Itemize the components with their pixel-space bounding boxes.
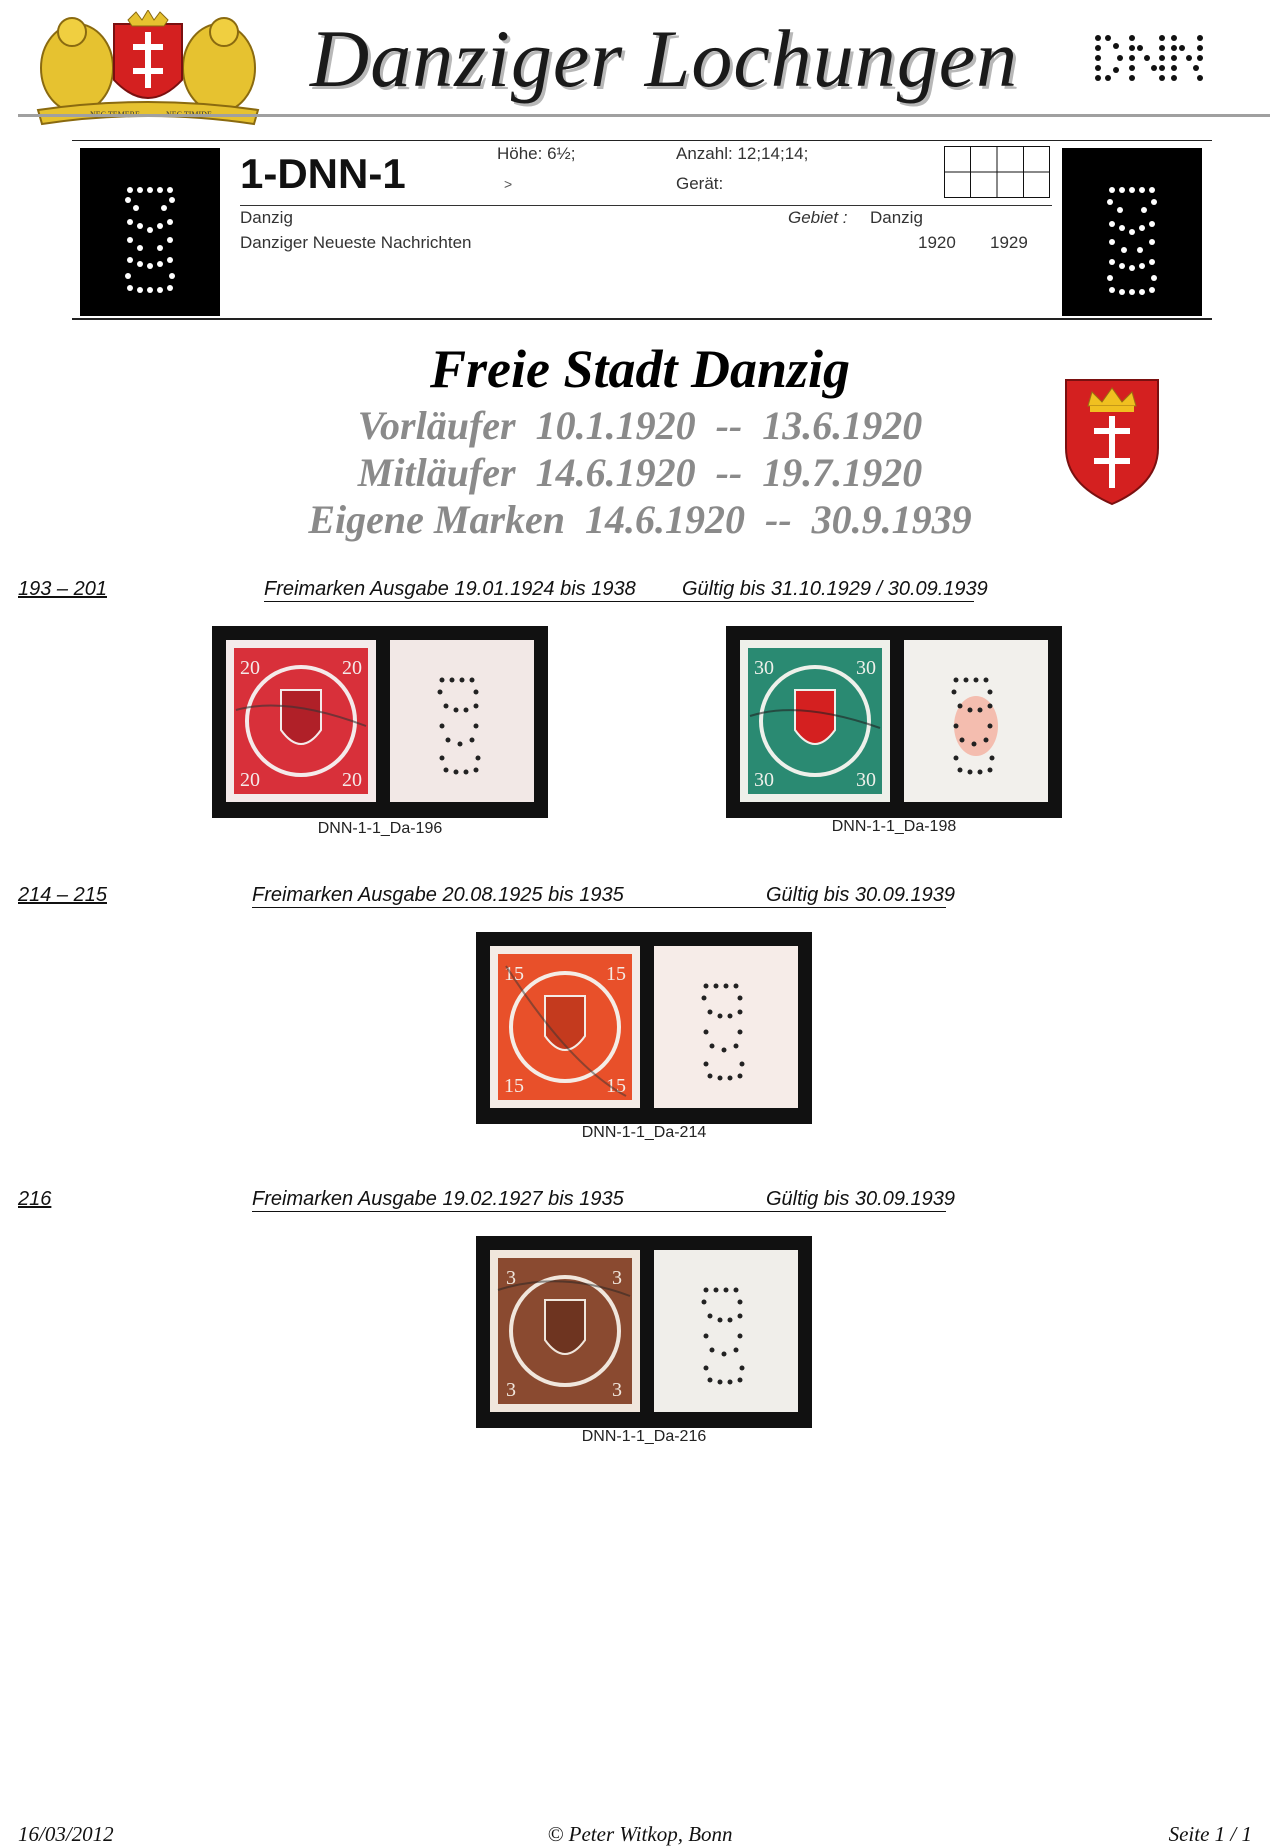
perfin-height: Höhe: 6½; bbox=[497, 144, 576, 163]
svg-text:3: 3 bbox=[506, 1379, 516, 1401]
perfin-pattern-right-image bbox=[1062, 148, 1202, 316]
section-1-underline bbox=[264, 601, 974, 602]
svg-text:3: 3 bbox=[612, 1267, 622, 1289]
footer-copyright: © Peter Witkop, Bonn bbox=[547, 1822, 733, 1846]
site-title: Danziger Lochungen bbox=[310, 13, 1019, 104]
svg-text:15: 15 bbox=[504, 963, 524, 985]
company-name: Danziger Neueste Nachrichten bbox=[240, 233, 472, 252]
stamp-front-image bbox=[226, 640, 376, 802]
position-grid bbox=[944, 146, 1050, 198]
section-1-numbers: 193 – 201 bbox=[18, 578, 107, 600]
section-3-issue: Freimarken Ausgabe 19.02.1927 bis 1935 bbox=[252, 1188, 624, 1210]
stamp-front-image bbox=[490, 946, 640, 1108]
section-1-valid: Gültig bis 31.10.1929 / 30.09.1939 bbox=[682, 578, 988, 600]
location: Danzig bbox=[240, 208, 293, 227]
svg-text:30: 30 bbox=[856, 769, 876, 791]
hole-count: Anzahl: 12;14;14; bbox=[676, 144, 809, 163]
svg-text:20: 20 bbox=[342, 769, 362, 791]
stamp-front-image bbox=[490, 1250, 640, 1412]
svg-text:3: 3 bbox=[506, 1267, 516, 1289]
period-eigene-marken: Eigene Marken 14.6.1920 -- 30.9.1939 bbox=[308, 497, 972, 542]
stamp-front-image bbox=[740, 640, 890, 802]
section-1-issue: Freimarken Ausgabe 19.01.1924 bis 1938 bbox=[264, 578, 636, 600]
svg-text:15: 15 bbox=[606, 1075, 626, 1097]
stamp-back-image bbox=[390, 640, 534, 802]
period-vorlaeufer: Vorläufer 10.1.1920 -- 13.6.1920 bbox=[357, 403, 923, 448]
section-3-underline bbox=[252, 1211, 946, 1212]
stamp-pair-da-214 bbox=[476, 932, 812, 1124]
stamp-back-image bbox=[654, 1250, 798, 1412]
svg-text:30: 30 bbox=[754, 657, 774, 679]
stamp-pair-da-198 bbox=[726, 626, 1062, 818]
danzig-shield-icon bbox=[1062, 376, 1162, 506]
stamp-caption-da-196: DNN-1-1_Da-196 bbox=[317, 820, 443, 837]
direction-marker: > bbox=[504, 176, 513, 192]
section-2-numbers: 214 – 215 bbox=[18, 884, 107, 906]
svg-text:20: 20 bbox=[240, 769, 260, 791]
catalog-id: 1-DNN-1 bbox=[240, 150, 406, 197]
svg-text:15: 15 bbox=[504, 1075, 524, 1097]
dnn-perfin-mark-icon bbox=[1092, 32, 1204, 88]
stamp-caption-da-198: DNN-1-1_Da-198 bbox=[831, 818, 957, 835]
section-3-valid: Gültig bis 30.09.1939 bbox=[766, 1188, 956, 1210]
year-to: 1929 bbox=[990, 233, 1028, 252]
svg-text:3: 3 bbox=[612, 1379, 622, 1401]
footer-page-number: Seite 1 / 1 bbox=[1168, 1822, 1252, 1846]
svg-text:20: 20 bbox=[342, 657, 362, 679]
device-label: Gerät: bbox=[676, 174, 724, 193]
info-top-rule bbox=[72, 140, 1212, 141]
stamp-back-image bbox=[904, 640, 1048, 802]
svg-text:20: 20 bbox=[240, 657, 260, 679]
svg-text:15: 15 bbox=[606, 963, 626, 985]
stamp-pair-da-196 bbox=[212, 626, 548, 818]
section-3-numbers: 216 bbox=[18, 1188, 52, 1210]
year-from: 1920 bbox=[918, 233, 956, 252]
stamp-caption-da-216: DNN-1-1_Da-216 bbox=[581, 1428, 707, 1445]
main-title: Freie Stadt Danzig bbox=[429, 339, 851, 399]
header-rule bbox=[18, 114, 1270, 117]
section-2-underline bbox=[252, 907, 946, 908]
perfin-pattern-left-image bbox=[80, 148, 220, 316]
stamp-caption-da-214: DNN-1-1_Da-214 bbox=[581, 1124, 707, 1141]
stamp-pair-da-216 bbox=[476, 1236, 812, 1428]
region-value: Danzig bbox=[870, 208, 923, 227]
info-mid-rule bbox=[240, 205, 1052, 206]
stamp-back-image bbox=[654, 946, 798, 1108]
svg-text:30: 30 bbox=[754, 769, 774, 791]
svg-text:30: 30 bbox=[856, 657, 876, 679]
section-2-valid: Gültig bis 30.09.1939 bbox=[766, 884, 956, 906]
info-bottom-rule bbox=[72, 318, 1212, 320]
period-mitlaeufer: Mitläufer 14.6.1920 -- 19.7.1920 bbox=[357, 450, 923, 495]
footer-date: 16/03/2012 bbox=[18, 1822, 114, 1846]
region-label: Gebiet : bbox=[788, 208, 848, 227]
section-2-issue: Freimarken Ausgabe 20.08.1925 bis 1935 bbox=[252, 884, 624, 906]
danzig-coat-of-arms-logo bbox=[32, 10, 264, 128]
